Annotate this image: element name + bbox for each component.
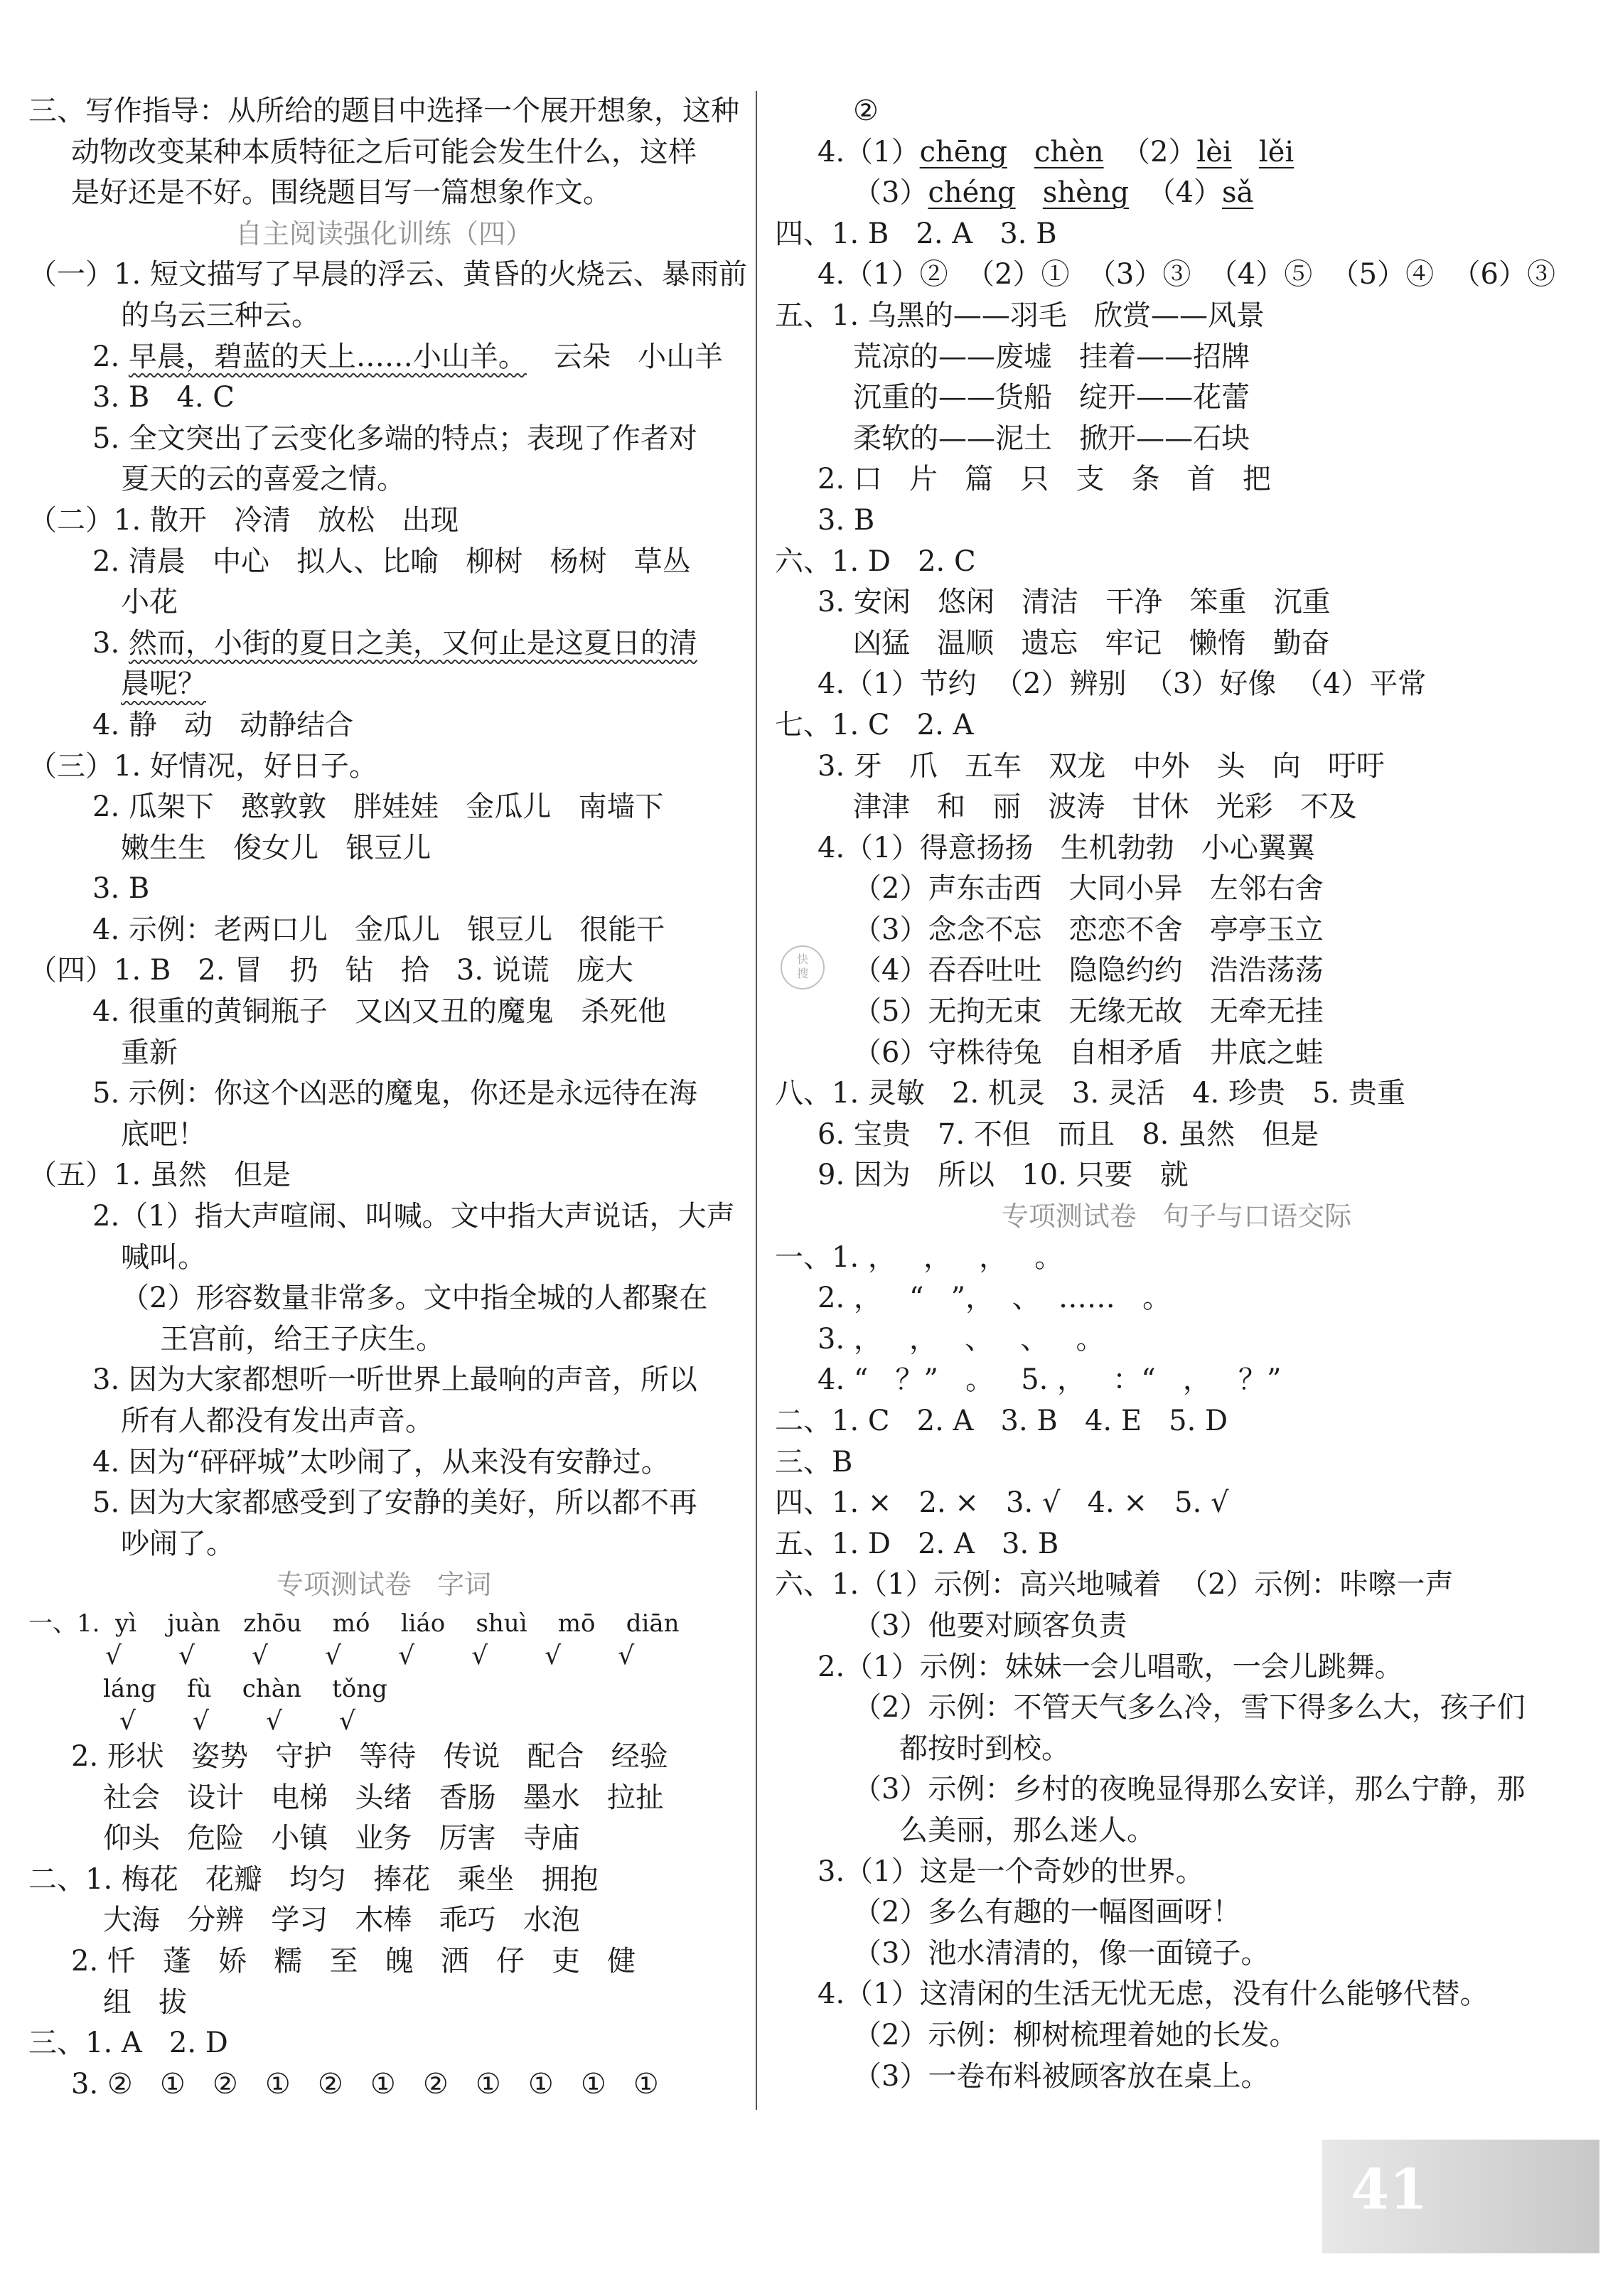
answer-line: 的乌云三种云。 — [121, 299, 320, 332]
answer-text: （3） — [853, 176, 928, 210]
answer-line: 4. 很重的黄铜瓶子 又凶又丑的魔鬼 杀死他 — [92, 995, 667, 1029]
answer-line: 6. 宝贵 7. 不但 而且 8. 虽然 但是 — [818, 1117, 1319, 1151]
answer-line: （2）示例：柳树梳理着她的长发。 — [853, 2018, 1298, 2051]
answer-line: 5. 因为大家都感受到了安静的美好，所以都不再 — [92, 1486, 697, 1520]
answer-text: 4.（1） — [818, 135, 920, 168]
answer-line: 六、1.（1）示例：高兴地喊着 （2）示例：咔嚓一声 — [775, 1568, 1454, 1602]
answer-line: 四、1. B 2. A 3. B — [775, 217, 1057, 250]
underlined-answer: sǎ — [1222, 176, 1254, 210]
section-heading: 专项测试卷 句子与口语交际 — [1001, 1201, 1352, 1233]
answer-line: 动物改变某种本质特征之后可能会发生什么，这样 — [71, 135, 697, 168]
answer-line: 3. 安闲 悠闲 清洁 干净 笨重 沉重 — [818, 586, 1331, 619]
answer-line: （3）一卷布料被顾客放在桌上。 — [853, 2059, 1270, 2093]
answer-line: 三、1. A 2. D — [28, 2027, 228, 2060]
answer-line: 2. 清晨 中心 拟人、比喻 柳树 杨树 草丛 — [92, 545, 691, 578]
answer-line: 夏天的云的喜爱之情。 — [121, 463, 405, 496]
underlined-answer: 然而，小街的夏日之美，又何止是这夏日的清 — [128, 626, 697, 660]
answer-text — [1232, 136, 1259, 168]
answer-line: 社会 设计 电梯 头绪 香肠 墨水 拉扯 — [103, 1781, 664, 1814]
answer-line: 喊叫。 — [121, 1240, 206, 1274]
underlined-answer: lěi — [1258, 135, 1295, 168]
answer-line: 4. “ ？” 。 5. ， ：“ ， ？” — [818, 1363, 1282, 1397]
answer-line: 一、1. ， ， ， 。 — [775, 1240, 1063, 1274]
answer-line: 2. 忏 蓬 娇 糯 至 魄 洒 仔 吏 健 — [71, 1944, 636, 1978]
answer-line: 组 拔 — [103, 1985, 188, 2019]
answer-line — [775, 173, 1578, 214]
answer-line: 七、1. C 2. A — [775, 708, 974, 741]
watermark-stamp-icon: 快 搜 — [781, 945, 825, 989]
answer-line: 4.（1）节约 （2）辨别 （3）好像 （4）平常 — [818, 667, 1427, 701]
answer-line: 4. 静 动 动静结合 — [92, 708, 354, 741]
answer-line: 三、B — [775, 1445, 853, 1479]
answer-line: 4.（1）得意扬扬 生机勃勃 小心翼翼 — [818, 831, 1315, 864]
answer-line: 一、1. yì juàn zhōu mó liáo shuì mō diān — [28, 1609, 680, 1638]
answer-line — [28, 337, 739, 378]
answer-line: 五、1. D 2. A 3. B — [775, 1527, 1059, 1560]
answer-line — [775, 132, 1578, 173]
underlined-answer: 晨呢？ — [121, 667, 206, 701]
answer-line: 津津 和 丽 波涛 甘休 光彩 不及 — [853, 790, 1357, 824]
answer-line: 5. 全文突出了云变化多端的特点；表现了作者对 — [92, 422, 697, 455]
answer-line: （四）1. B 2. 冒 扔 钻 拾 3. 说谎 庞大 — [28, 954, 633, 987]
answer-line: 3. ， ， 、 、 。 — [818, 1322, 1105, 1356]
answer-line: 凶猛 温顺 遗忘 牢记 懒惰 勤奋 — [853, 626, 1330, 660]
underlined-answer: chēng — [919, 135, 1007, 168]
answer-line — [28, 623, 739, 665]
answer-line: 四、1. × 2. × 3. √ 4. × 5. √ — [775, 1486, 1229, 1520]
answer-line: √ √ √ √ √ √ √ √ — [105, 1641, 635, 1670]
answer-line: 是好还是不好。围绕题目写一篇想象作文。 — [71, 176, 611, 210]
answer-text: 云朵 小山羊 — [526, 340, 724, 373]
answer-text: 3. — [92, 626, 129, 660]
answer-line: 仰头 危险 小镇 业务 厉害 寺庙 — [103, 1822, 580, 1855]
answer-line: 2. 形状 姿势 守护 等待 传说 配合 经验 — [71, 1739, 668, 1773]
answer-line: 4.（1）② （2）① （3）③ （4）⑤ （5）④ （6）③ — [818, 258, 1556, 291]
answer-line: 沉重的——货船 绽开——花蕾 — [853, 381, 1250, 414]
answer-line: 所有人都没有发出声音。 — [121, 1405, 434, 1437]
answer-line: 嫩生生 俊女儿 银豆儿 — [121, 831, 432, 864]
answer-line: 六、1. D 2. C — [775, 545, 976, 578]
answer-line: （3）池水清清的，像一面镜子。 — [853, 1936, 1270, 1970]
answer-line: 小花 — [121, 586, 178, 619]
answer-line: 么美丽，那么迷人。 — [899, 1813, 1155, 1847]
answer-line: （2）示例：不管天气多么冷，雪下得多么大，孩子们 — [853, 1691, 1526, 1724]
answer-line: 二、1. 梅花 花瓣 均匀 捧花 乘坐 拥抱 — [28, 1862, 599, 1896]
left-column — [28, 91, 747, 2105]
answer-line: 3. B — [92, 872, 150, 906]
answer-line: 3. B — [818, 503, 875, 537]
underlined-answer: chéng — [928, 176, 1016, 210]
answer-line: （二）1. 散开 冷清 放松 出现 — [28, 503, 459, 537]
answer-line: 2. ， “ ”， 、 …… 。 — [818, 1282, 1172, 1315]
answer-line: （一）1. 短文描写了早晨的浮云、黄昏的火烧云、暴雨前 — [28, 258, 747, 291]
answer-line: 都按时到校。 — [899, 1732, 1070, 1765]
answer-line: 3. ② ① ② ① ② ① ② ① ① ① ① — [71, 2067, 659, 2101]
answer-line: 4. 因为“砰砰城”太吵闹了，从来没有安静过。 — [92, 1445, 670, 1479]
answer-line: 五、1. 乌黑的——羽毛 欣赏——风景 — [775, 299, 1265, 332]
answer-line: 2. 瓜架下 憨敦敦 胖娃娃 金瓜儿 南墙下 — [92, 790, 664, 824]
column-divider — [756, 91, 757, 2110]
right-column — [775, 91, 1578, 2097]
answer-line: 吵闹了。 — [121, 1527, 235, 1560]
answer-line: ② — [853, 95, 879, 127]
answer-line: 3. B 4. C — [92, 381, 235, 414]
answer-line: 2. 口 片 篇 只 支 条 首 把 — [818, 463, 1271, 496]
answer-line: 底吧！ — [121, 1117, 206, 1151]
answer-line: 3. 因为大家都想听一听世界上最响的声音，所以 — [92, 1363, 697, 1397]
answer-text: 2. — [92, 340, 129, 373]
answer-line: 5. 示例：你这个凶恶的魔鬼，你还是永远待在海 — [92, 1077, 697, 1110]
answer-line: （3）他要对顾客负责 — [853, 1609, 1127, 1642]
answer-text — [1007, 136, 1034, 168]
underlined-answer: 早晨，碧蓝的天上……小山羊。 — [128, 340, 527, 373]
answer-line: 3. 牙 爪 五车 双龙 中外 头 向 吁吁 — [818, 749, 1385, 783]
answer-line: （5）无拘无束 无缘无故 无牵无挂 — [853, 995, 1324, 1029]
answer-line: （6）守株待兔 自相矛盾 井底之蛙 — [853, 1036, 1324, 1069]
answer-text — [1016, 176, 1043, 209]
answer-line: （4）吞吞吐吐 隐隐约约 浩浩荡荡 — [853, 954, 1324, 987]
answer-line: 柔软的——泥土 掀开——石块 — [853, 422, 1250, 455]
answer-line: 2.（1）示例：妹妹一会儿唱歌，一会儿跳舞。 — [818, 1650, 1403, 1683]
page-number: 41 — [1351, 2157, 1428, 2222]
answer-line: 二、1. C 2. A 3. B 4. E 5. D — [775, 1405, 1228, 1437]
answer-line: 9. 因为 所以 10. 只要 就 — [818, 1159, 1189, 1192]
answer-line: 三、写作指导：从所给的题目中选择一个展开想象，这种 — [28, 95, 739, 127]
answer-line: 重新 — [121, 1036, 178, 1069]
answer-line: 大海 分辨 学习 木棒 乖巧 水泡 — [103, 1904, 580, 1937]
underlined-answer: chèn — [1034, 135, 1104, 168]
answer-line: （3）念念不忘 恋恋不舍 亭亭玉立 — [853, 913, 1324, 946]
section-heading: 专项测试卷 字词 — [276, 1569, 492, 1601]
answer-line: 4. 示例：老两口儿 金瓜儿 银豆儿 很能干 — [92, 913, 665, 946]
answer-line: 王宫前，给王子庆生。 — [160, 1322, 444, 1356]
answer-text: （4） — [1129, 176, 1223, 210]
answer-line: （2）声东击西 大同小异 左邻右舍 — [853, 872, 1324, 906]
section-heading: 自主阅读强化训练（四） — [235, 218, 532, 250]
answer-line: （2）形容数量非常多。文中指全城的人都聚在 — [121, 1282, 708, 1315]
answer-line: 八、1. 灵敏 2. 机灵 3. 灵活 4. 珍贵 5. 贵重 — [775, 1077, 1405, 1110]
answer-line: 3.（1）这是一个奇妙的世界。 — [818, 1855, 1204, 1888]
answer-line: 荒凉的——废墟 挂着——招牌 — [853, 340, 1250, 373]
underlined-answer: lèi — [1196, 135, 1232, 168]
answer-line: （3）示例：乡村的夜晚显得那么安详，那么宁静，那 — [853, 1773, 1526, 1806]
answer-line: láng fù chàn tǒng — [103, 1674, 387, 1703]
answer-line: 4.（1）这清闲的生活无忧无虑，没有什么能够代替。 — [818, 1978, 1489, 2011]
answer-line: √ √ √ √ — [119, 1706, 356, 1736]
answer-line: 2.（1）指大声喧闹、叫喊。文中指大声说话，大声 — [92, 1200, 735, 1233]
answer-text: （2） — [1103, 135, 1197, 168]
underlined-answer: shèng — [1042, 176, 1130, 210]
answer-line: （2）多么有趣的一幅图画呀！ — [853, 1896, 1241, 1929]
answer-line — [28, 664, 739, 705]
answer-line: （五）1. 虽然 但是 — [28, 1159, 291, 1192]
answer-line: （三）1. 好情况，好日子。 — [28, 749, 377, 783]
